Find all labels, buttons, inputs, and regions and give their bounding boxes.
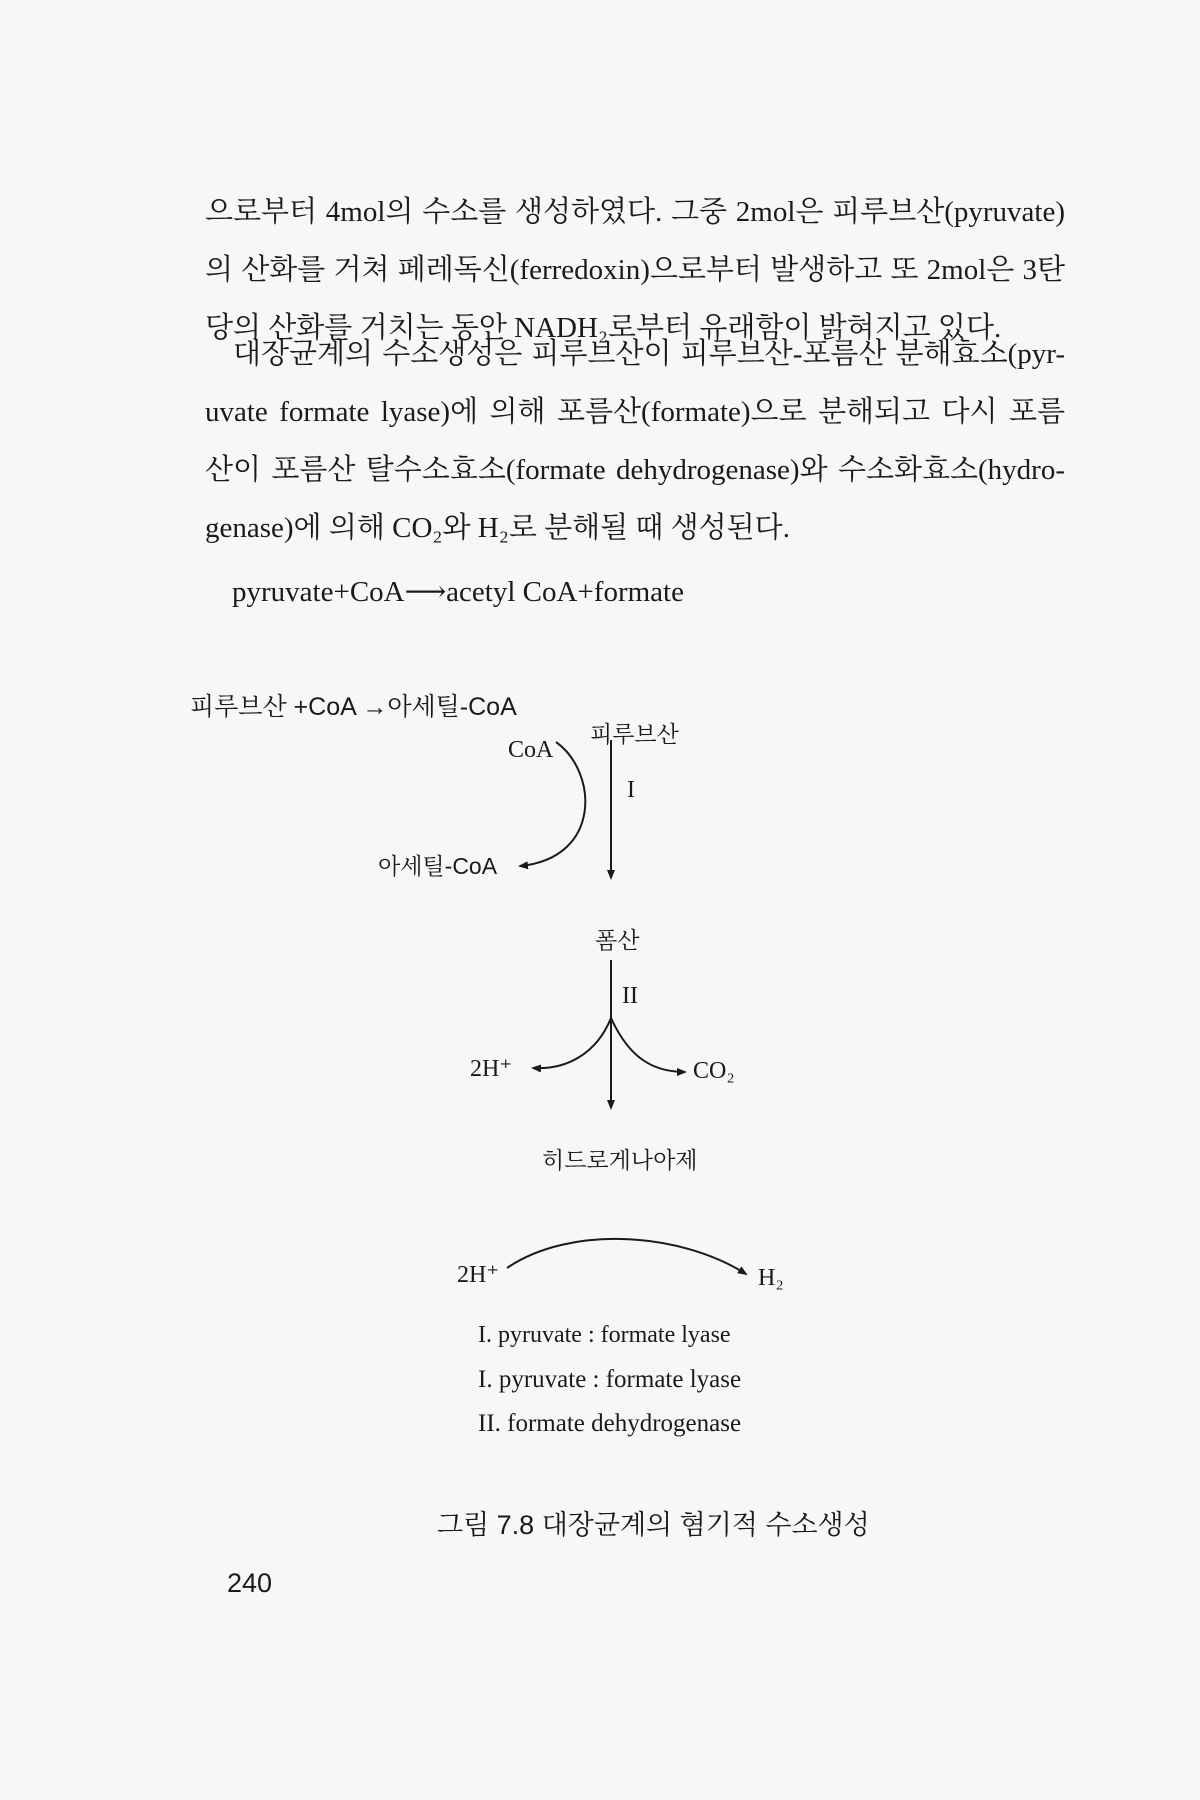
paragraph-2-line-2: uvate formate lyase)에 의해 포름산(formate)으로 분해되고 다시 포름 xyxy=(205,396,1065,428)
paragraph-2-line-4: genase)에 의해 CO₂와 H₂로 분해될 때 생성된다. xyxy=(205,512,790,544)
paragraph-2-line-3: 산이 포름산 탈수소효소(formate dehydrogenase)와 수소화효소(hydro- xyxy=(205,454,1065,486)
paragraph-2-line-1: 대장균계의 수소생성은 피루브산이 피루브산-포름산 분해효소(pyr- xyxy=(233,338,1065,370)
paragraph-1-line-2: 의 산화를 거쳐 페레독신(ferredoxin)으로부터 발생하고 또 2mol은 3탄 xyxy=(205,254,1065,286)
paragraph-1-line-3: 당의 산화를 거치는 동안 NADH₂로부터 유래함이 밝혀지고 있다. xyxy=(205,312,1002,344)
reaction-equation: pyruvate+CoA⟶acetyl CoA+formate xyxy=(232,576,684,608)
label-2h-ion-bottom: 2H⁺ xyxy=(457,1262,499,1288)
arrow-to-co2 xyxy=(611,1018,685,1072)
legend-line-2: I. pyruvate : formate lyase xyxy=(478,1366,742,1393)
diagram-heading: 피루브산 +CoA →아세틸-CoA xyxy=(190,693,517,721)
label-h2: H₂ xyxy=(758,1265,784,1291)
label-hydrogenase: 히드로게나아제 xyxy=(542,1147,698,1173)
page-number: 240 xyxy=(227,1568,273,1598)
legend-line-3: II. formate dehydrogenase xyxy=(478,1410,742,1437)
label-acetyl-coa: 아세틸-CoA xyxy=(378,853,498,879)
label-formate: 폼산 xyxy=(595,927,640,953)
label-step-2: II xyxy=(622,983,638,1009)
label-co2: CO₂ xyxy=(693,1058,735,1084)
label-step-1: I xyxy=(627,777,635,803)
figure-caption: 그림 7.8 대장균계의 혐기적 수소생성 xyxy=(437,1510,870,1540)
arrow-to-2h-ion xyxy=(533,1018,611,1068)
legend-line-1: I. pyruvate : formate lyase xyxy=(478,1322,731,1348)
paragraph-1-line-1: 으로부터 4mol의 수소를 생성하였다. 그중 2mol은 피루브산(pyruvate) xyxy=(205,196,1065,228)
label-2h-ion-left: 2H⁺ xyxy=(470,1056,512,1082)
label-coa: CoA xyxy=(508,737,554,763)
label-pyruvate: 피루브산 xyxy=(590,721,679,747)
arrow-coa-to-acetyl-coa xyxy=(520,742,585,866)
arrow-2h-to-h2 xyxy=(507,1239,746,1274)
